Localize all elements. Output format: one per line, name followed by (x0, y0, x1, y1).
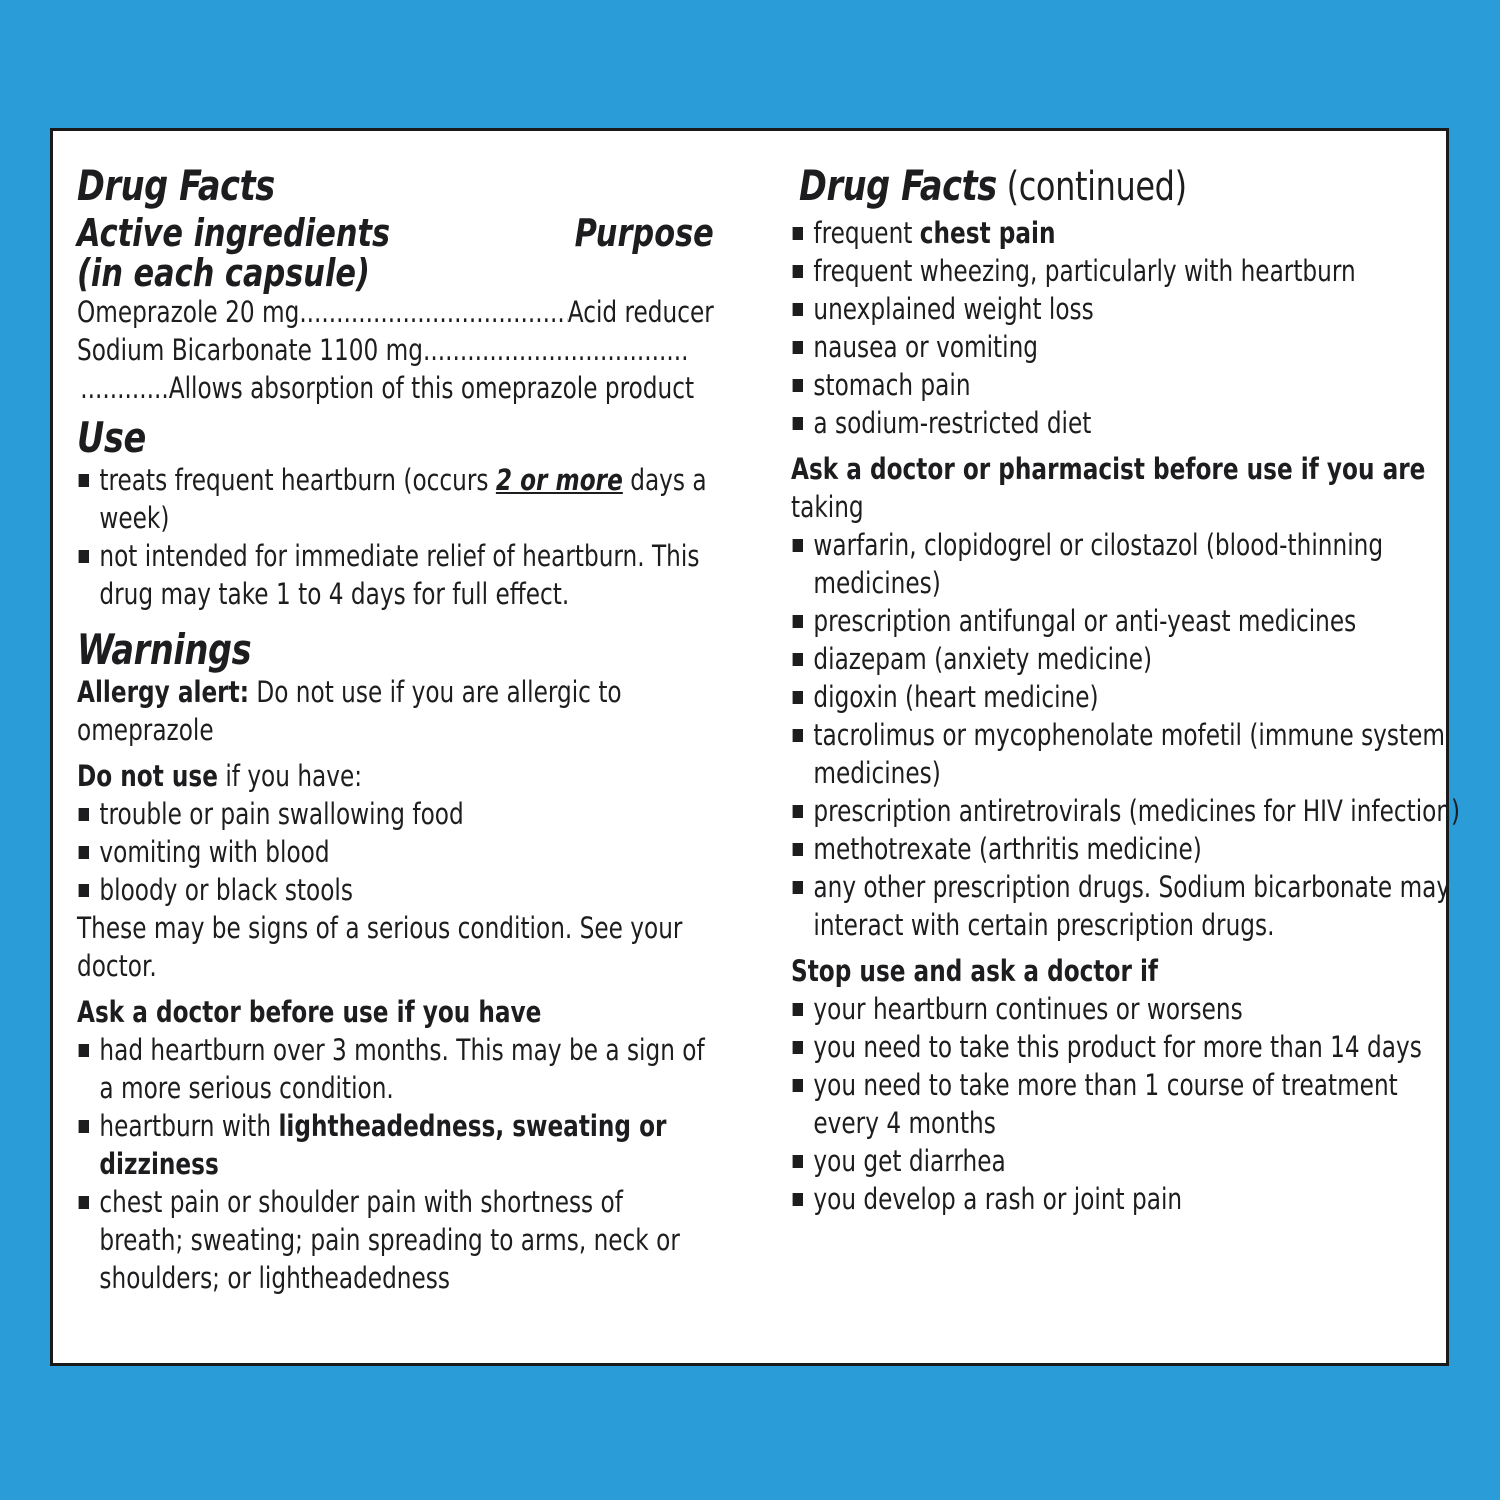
do-not-use-list (77, 795, 714, 909)
list-item: methotrexate (arthritis medicine) (791, 830, 1463, 868)
active-ingredients-heading: Active ingredients (77, 211, 391, 255)
leader-dots (299, 293, 567, 331)
drug-facts-title: Drug Facts (77, 161, 275, 210)
allergy-alert: Allergy alert: Do not use if you are allergic to omeprazole (77, 675, 622, 747)
list-item: bloody or black stools (77, 871, 714, 909)
list-item: unexplained weight loss (791, 290, 1463, 328)
list-item: frequent chest pain (791, 214, 1463, 252)
list-item: you need to take this product for more than 14 days (791, 1028, 1463, 1066)
ask-pharmacist-taking: taking (791, 490, 864, 524)
list-item: prescription antiretrovirals (medicines for HIV infection) (791, 792, 1463, 830)
stop-use-list (791, 990, 1463, 1218)
purpose-heading: Purpose (574, 211, 714, 255)
ask-doctor-continued-list (791, 214, 1463, 442)
ask-pharmacist-heading: Ask a doctor or pharmacist before use if you are (791, 452, 1426, 486)
list-item: prescription antifungal or anti-yeast medicines (791, 602, 1463, 640)
list-item: digoxin (heart medicine) (791, 678, 1463, 716)
list-item: you develop a rash or joint pain (791, 1180, 1463, 1218)
ingredient-name: Omeprazole 20 mg (77, 295, 300, 329)
right-column (791, 163, 1463, 1218)
list-item: your heartburn continues or worsens (791, 990, 1463, 1028)
list-item: warfarin, clopidogrel or cilostazol (blood-thinning medicines) (791, 526, 1463, 602)
list-item: vomiting with blood (77, 833, 714, 871)
list-item: you need to take more than 1 course of treatment every 4 months (791, 1066, 1463, 1142)
ingredient-row-omeprazole (77, 293, 714, 331)
warnings-heading: Warnings (77, 625, 252, 674)
ask-doctor-heading: Ask a doctor before use if you have (77, 995, 542, 1029)
ingredient-name: Sodium Bicarbonate 1100 mg (77, 333, 423, 367)
ingredient-purpose-absorption: ............Allows absorption of this omeprazole product (80, 371, 695, 405)
do-not-use: Do not use if you have: (77, 759, 363, 793)
list-item: any other prescription drugs. Sodium bicarbonate may interact with certain prescription drugs. (791, 868, 1463, 944)
active-ingredients-header (77, 213, 714, 293)
left-column (77, 163, 714, 1297)
list-item: heartburn with lightheadedness, sweating or dizziness (77, 1107, 714, 1183)
list-item: chest pain or shoulder pain with shortness of breath; sweating; pain spreading to arms, neck or shoulders; or lightheadedness (77, 1183, 714, 1297)
use-list (77, 461, 714, 613)
list-item: frequent wheezing, particularly with heartburn (791, 252, 1463, 290)
use-heading: Use (77, 413, 146, 462)
ingredient-purpose: Acid reducer (567, 295, 714, 329)
list-item: not intended for immediate relief of heartburn. This drug may take 1 to 4 days for full effect. (77, 537, 714, 613)
ingredient-row-sodium-bicarbonate (77, 331, 714, 369)
list-item: nausea or vomiting (791, 328, 1463, 366)
emphasis-frequency: 2 or more (495, 463, 623, 497)
list-item: stomach pain (791, 366, 1463, 404)
list-item: had heartburn over 3 months. This may be a sign of a more serious condition. (77, 1031, 714, 1107)
ask-pharmacist-list (791, 526, 1463, 944)
drug-facts-continued-title: Drug Facts (continued) (799, 161, 1187, 210)
leader-dots: .................................... (422, 333, 689, 367)
list-item: you get diarrhea (791, 1142, 1463, 1180)
list-item: trouble or pain swallowing food (77, 795, 714, 833)
active-ingredients-subheading: (in each capsule) (77, 251, 370, 295)
serious-condition-note: These may be signs of a serious condition. See your doctor. (77, 911, 683, 983)
drug-facts-panel (50, 128, 1461, 1366)
list-item: tacrolimus or mycophenolate mofetil (immune system medicines) (791, 716, 1463, 792)
list-item: treats frequent heartburn (occurs 2 or more days a week) (77, 461, 714, 537)
ask-doctor-list (77, 1031, 714, 1297)
list-item: diazepam (anxiety medicine) (791, 640, 1463, 678)
stop-use-heading: Stop use and ask a doctor if (791, 954, 1159, 988)
list-item: a sodium-restricted diet (791, 404, 1463, 442)
